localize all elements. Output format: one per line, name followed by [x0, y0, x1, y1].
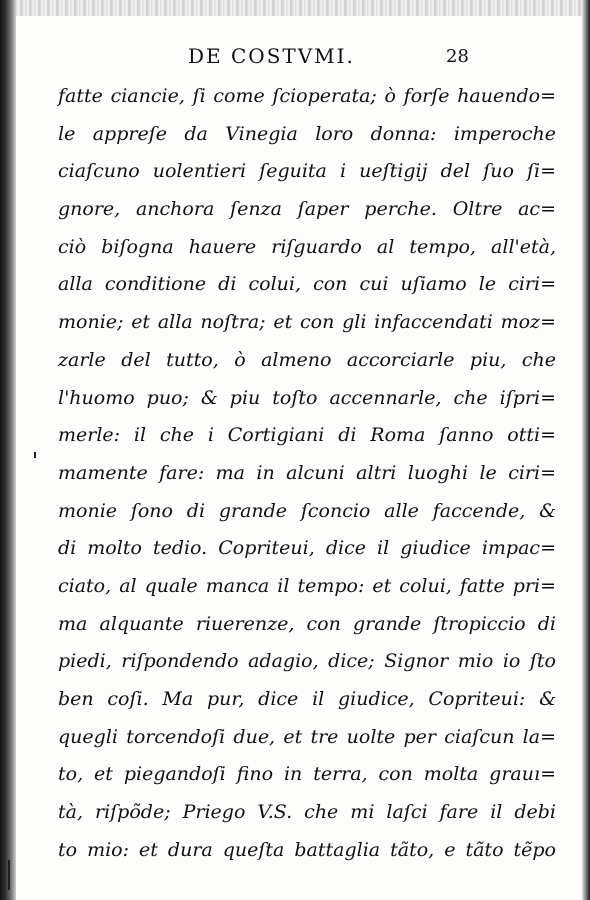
text-line: ciaſcuno uolentieri ſeguita i ueſtigij del ſuo ſi= [58, 160, 556, 183]
text-line: alla conditione di colui, con cui uſiamo le ciri= [58, 273, 556, 296]
text-line: ciò biſogna hauere riſguardo al tempo, all'età, [58, 235, 556, 258]
text-line: ben coſi. Ma pur, dice il giudice, Copriteui: & [58, 688, 556, 710]
book-binding-edge [0, 0, 16, 900]
running-title: DE COSTVMI. [188, 44, 355, 68]
page-right-edge [582, 0, 590, 900]
text-line: le appreſe da Vinegia loro donna: imperoche [58, 122, 556, 145]
text-line: gnore, anchora ſenza ſaper perche. Oltre ac= [58, 198, 556, 221]
text-line: quegli torcendoſi due, et tre uolte per ciaſcun la= [58, 725, 556, 748]
text-line: fatte ciancie, ſi come ſcioperata; ò forſe hauendo= [58, 85, 556, 107]
ink-speck [34, 452, 36, 458]
text-line: merle: il che i Cortigiani di Roma ſanno otti= [58, 424, 556, 447]
text-line: tà, riſpõde; Priego V.S. che mi laſci fare il debi [58, 801, 556, 824]
text-line: monie ſono di grande ſconcio alle faccende, & [58, 499, 556, 522]
text-line: mamente fare: ma in alcuni altri luoghi le ciri= [58, 461, 556, 484]
text-line: l'huomo puo; & piu toſto accennarle, che iſpri= [58, 386, 556, 409]
ink-speck [8, 860, 10, 890]
text-line: ma alquante riuerenze, con grande ſtropiccio di [58, 612, 556, 635]
text-line: zarle del tutto, ò almeno accorciarle piu, che [58, 348, 556, 371]
text-line: to, et piegandoſi fino in terra, con molta grauı= [58, 763, 556, 786]
body-text [58, 78, 556, 869]
text-line: piedi, riſpondendo adagio, dice; Signor mio io ſto [58, 650, 556, 673]
scan-top-edge [16, 0, 582, 16]
text-line: di molto tedio. Copriteui, dice il giudice impac= [58, 537, 556, 560]
text-line: ciato, al quale manca il tempo: et colui, fatte pri= [58, 574, 556, 597]
text-line: monie; et alla noſtra; et con gli infaccendati moz= [58, 311, 556, 334]
page-number: 28 [446, 46, 469, 67]
text-line: to mio: et dura queſta battaglia tãto, e tãto tẽpo [58, 838, 556, 861]
